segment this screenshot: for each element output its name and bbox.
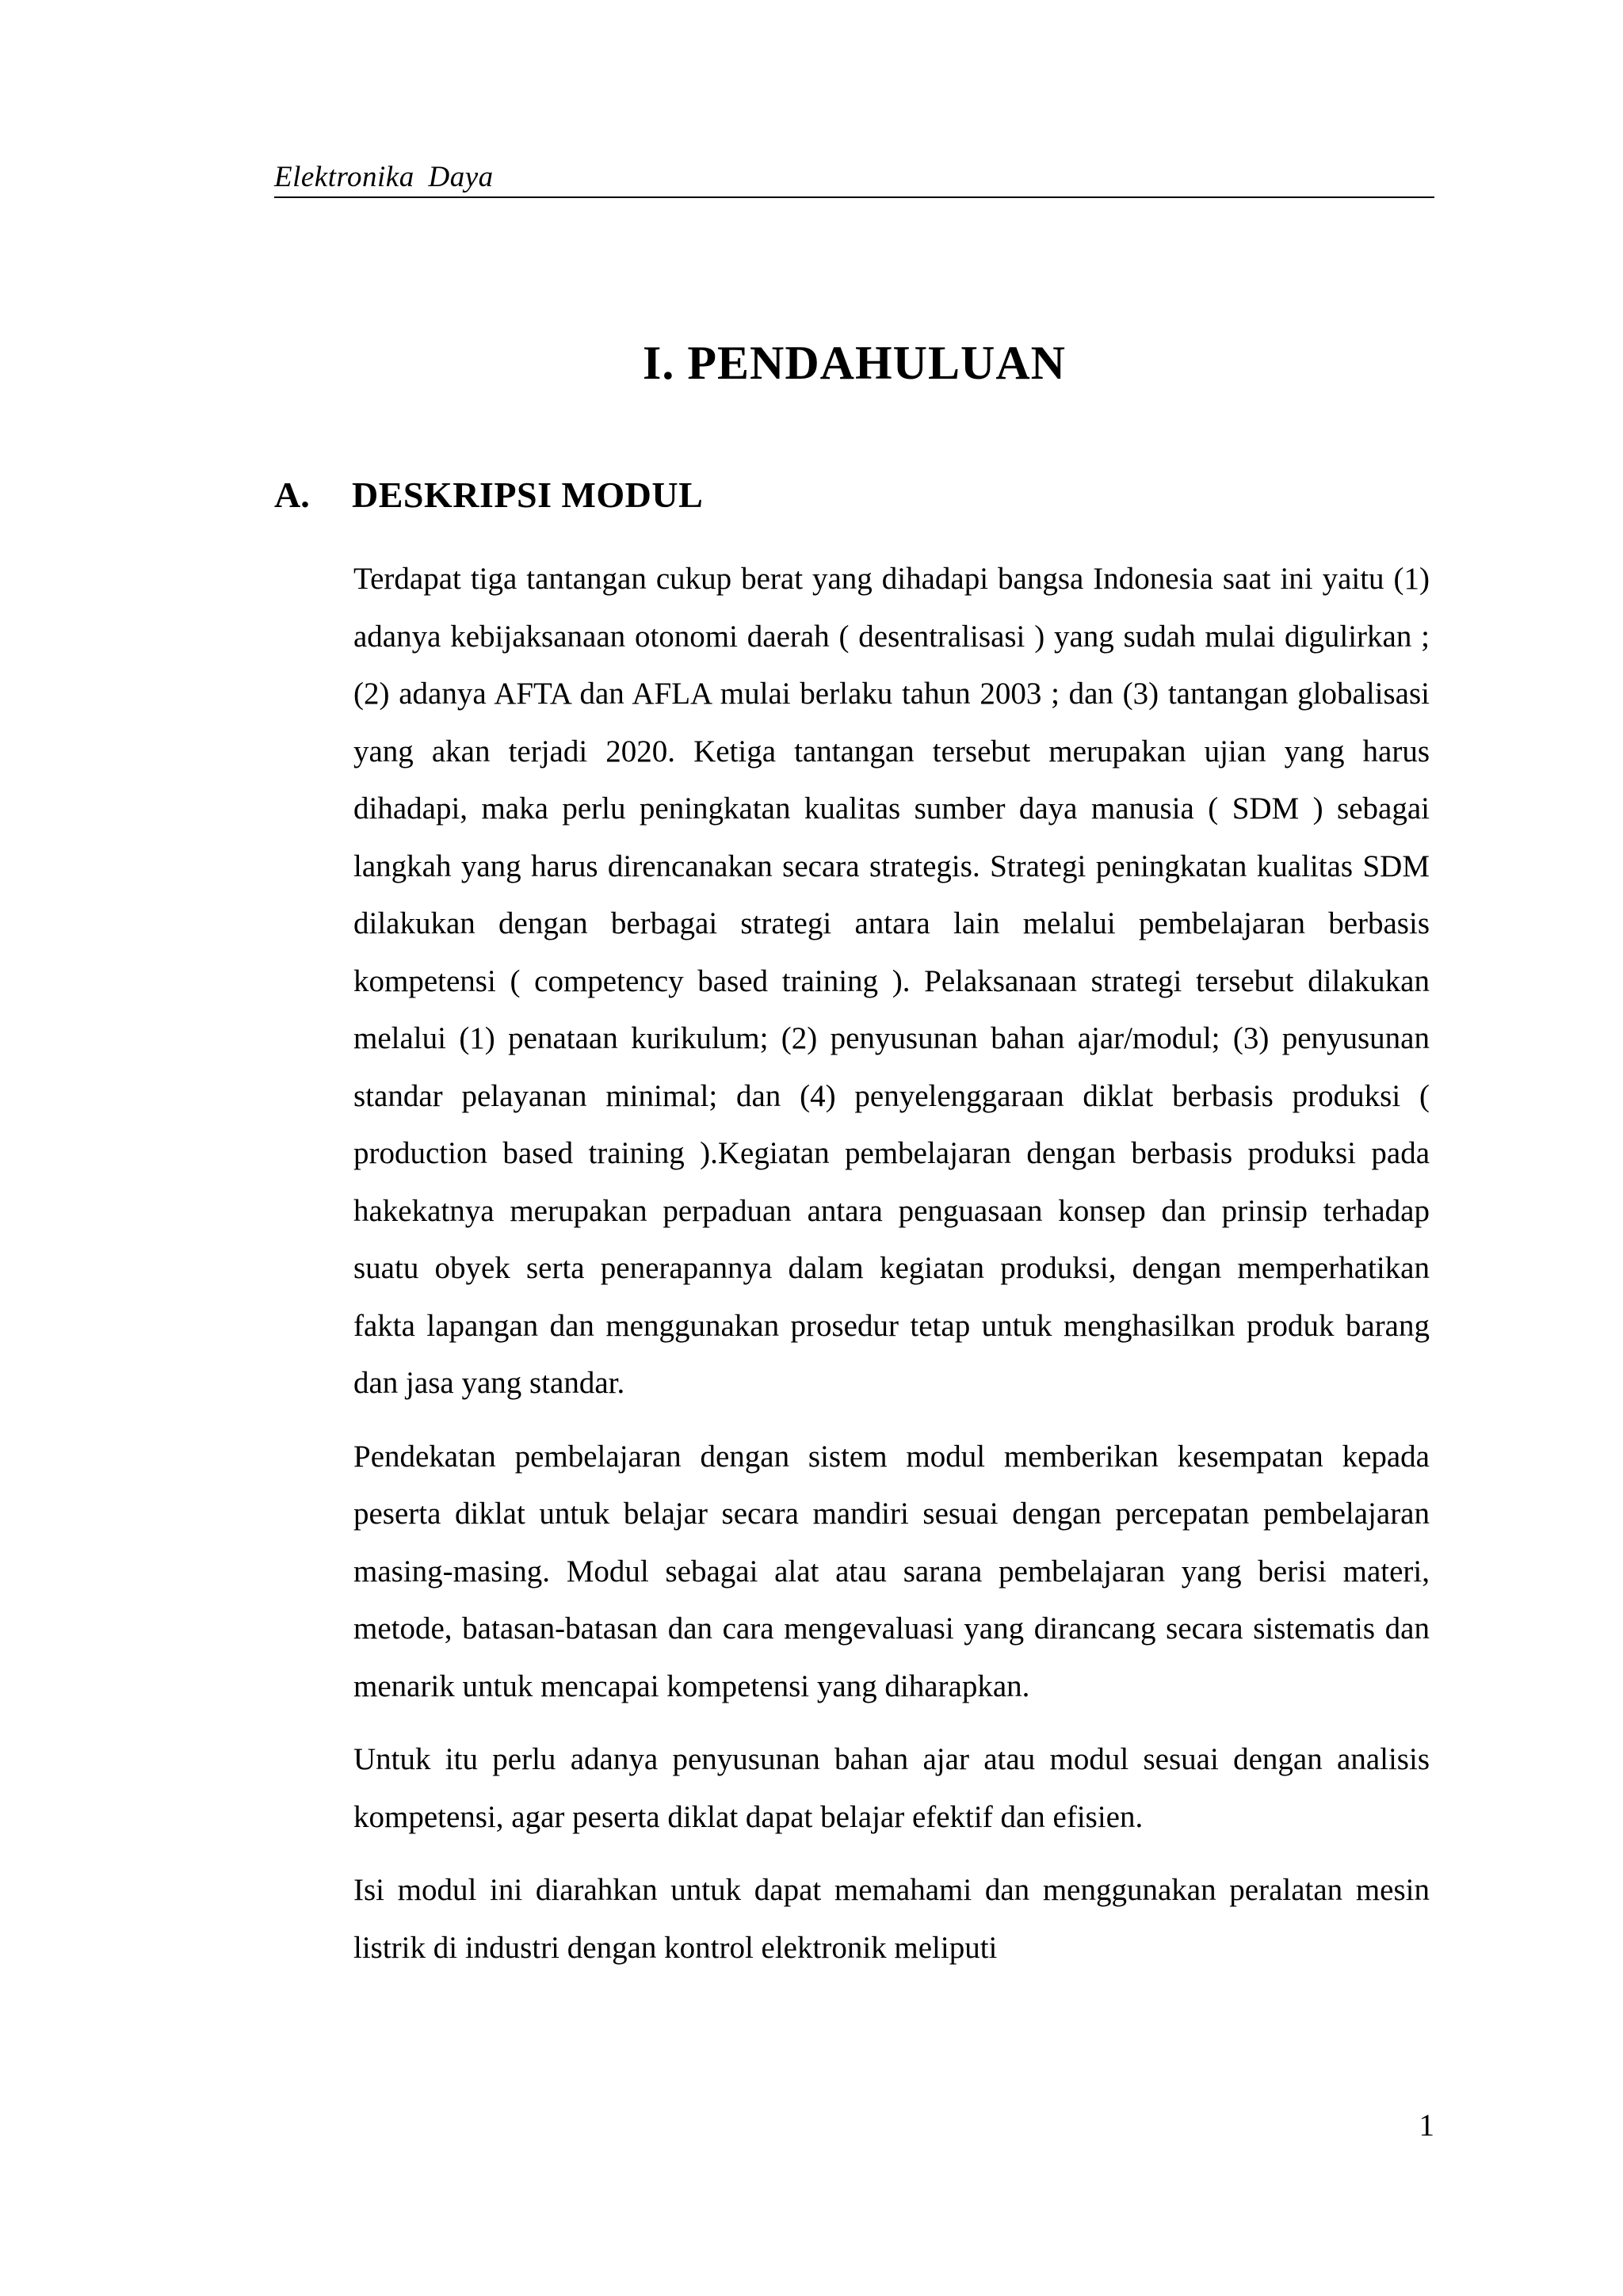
chapter-title: I. PENDAHULUAN <box>642 337 1067 389</box>
paragraph-4: Isi modul ini diarahkan untuk dapat memahami dan menggunakan peralatan mesin listrik di industri dengan kontrol elektronik meliputi <box>353 1873 1430 1965</box>
section-title: DESKRIPSI MODUL <box>352 475 704 515</box>
paragraph-3: Untuk itu perlu adanya penyusunan bahan ajar atau modul sesuai dengan analisis kompetensi, agar peserta diklat dapat belajar efektif dan efisien. <box>353 1742 1430 1834</box>
paragraph-1: Terdapat tiga tantangan cukup berat yang dihadapi bangsa Indonesia saat ini yaitu (1) adanya kebijaksanaan otonomi daerah ( desentralisasi ) yang sudah mulai digulirkan ; (2) adanya AFTA dan AFLA mulai berlaku tahun 2003 ; dan (3) tantangan globalisasi yang akan terjadi 2020. Ketiga tantangan tersebut merupakan ujian yang harus dihadapi, maka perlu peningkatan kualitas sumber daya manusia ( SDM ) sebagai langkah yang harus direncanakan secara strategis. Strategi peningkatan kualitas SDM dilakukan dengan berbagai strategi antara lain melalui pembelajaran berbasis kompetensi ( competency based training ). Pelaksanaan strategi tersebut dilakukan melalui (1) penataan kurikulum; (2) penyusunan bahan ajar/modul; (3) penyusunan standar pelayanan minimal; dan (4) penyelenggaraan diklat berbasis produksi ( production based training ).Kegiatan pembelajaran dengan berbasis produksi pada hakekatnya merupakan perpaduan antara penguasaan konsep dan prinsip terhadap suatu obyek serta penerapannya dalam kegiatan produksi, dengan memperhatikan fakta lapangan dan menggunakan prosedur tetap untuk menghasilkan produk barang dan jasa yang standar. <box>353 562 1430 1400</box>
running-header-title: Elektronika Daya <box>274 161 494 193</box>
page-number: 1 <box>1419 2108 1434 2142</box>
body-text <box>353 551 1430 1993</box>
paragraph-2: Pendekatan pembelajaran dengan sistem modul memberikan kesempatan kepada peserta diklat untuk belajar secara mandiri sesuai dengan percepatan pembelajaran masing-masing. Modul sebagai alat atau sarana pembelajaran yang berisi materi, metode, batasan-batasan dan cara mengevaluasi yang dirancang secara sistematis dan menarik untuk mencapai kompetensi yang diharapkan. <box>353 1439 1430 1703</box>
section-number: A. <box>274 475 310 515</box>
running-header <box>274 155 1434 198</box>
